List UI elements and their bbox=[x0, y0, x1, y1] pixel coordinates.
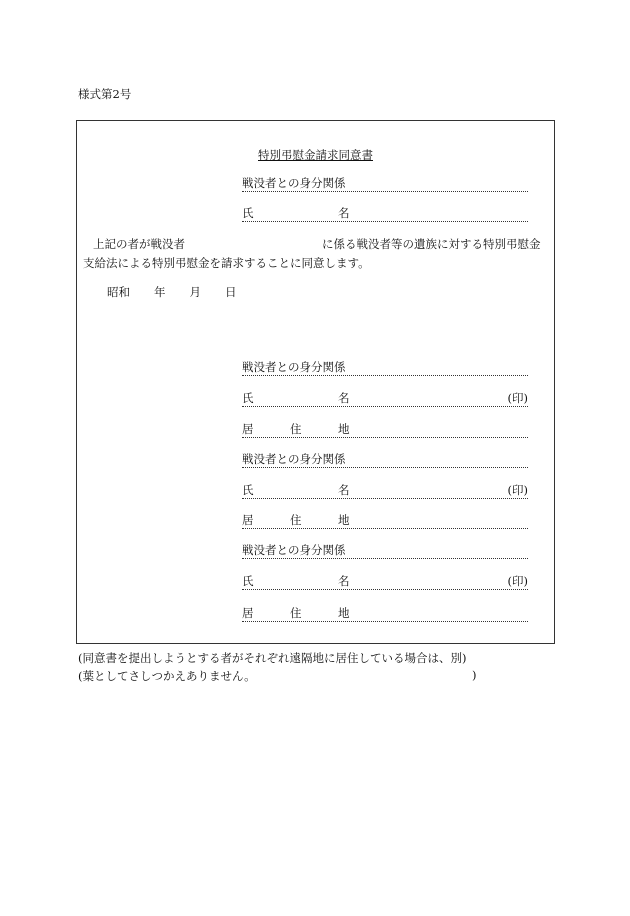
consenter-1-name-field[interactable] bbox=[242, 390, 528, 407]
relation-field[interactable] bbox=[242, 175, 528, 192]
date-era: 昭和 bbox=[107, 285, 130, 299]
name-label-first: 氏 bbox=[242, 483, 254, 497]
form-title: 特別弔慰金請求同意書 bbox=[258, 148, 373, 162]
name-label-first: 氏 bbox=[242, 391, 254, 405]
name-label-first: 氏 bbox=[242, 574, 254, 588]
consenter-1-address-field[interactable] bbox=[242, 421, 528, 438]
footnote-line-2: (葉としてさしつかえありません。 bbox=[78, 669, 256, 683]
seal-mark: (印) bbox=[507, 483, 528, 497]
statement-line-2: 支給法による特別弔慰金を請求することに同意します。 bbox=[83, 256, 370, 270]
name-label-first: 氏 bbox=[242, 206, 254, 220]
address-label-2: 住 bbox=[290, 513, 302, 527]
form-number: 様式第2号 bbox=[78, 87, 132, 101]
statement-line-1 bbox=[93, 236, 541, 252]
consenter-2-name-field[interactable] bbox=[242, 482, 528, 499]
statement-part-2: に係る戦没者等の遺族に対する特別弔慰金 bbox=[322, 237, 541, 251]
seal-mark: (印) bbox=[507, 391, 528, 405]
seal-mark: (印) bbox=[507, 574, 528, 588]
date-month: 月 bbox=[189, 285, 201, 299]
relation-label: 戦没者との身分関係 bbox=[242, 543, 346, 557]
statement-part-1: 上記の者が戦没者 bbox=[93, 237, 185, 251]
relation-label: 戦没者との身分関係 bbox=[242, 176, 346, 190]
address-label-3: 地 bbox=[338, 606, 350, 620]
relation-label: 戦没者との身分関係 bbox=[242, 360, 346, 374]
consenter-1-relation-field[interactable] bbox=[242, 359, 528, 376]
address-label-1: 居 bbox=[242, 422, 254, 436]
name-label-second: 名 bbox=[338, 574, 350, 588]
address-label-3: 地 bbox=[338, 422, 350, 436]
address-label-3: 地 bbox=[338, 513, 350, 527]
date-day: 日 bbox=[225, 285, 237, 299]
footnote-line-2-close: ) bbox=[472, 668, 477, 682]
consenter-3-address-field[interactable] bbox=[242, 605, 528, 622]
consenter-3-name-field[interactable] bbox=[242, 573, 528, 590]
consenter-2-relation-field[interactable] bbox=[242, 451, 528, 468]
name-field[interactable] bbox=[242, 205, 528, 222]
date-line bbox=[107, 284, 261, 300]
consent-form-frame bbox=[76, 120, 555, 644]
address-label-1: 居 bbox=[242, 606, 254, 620]
name-label-second: 名 bbox=[338, 391, 350, 405]
address-label-2: 住 bbox=[290, 422, 302, 436]
name-label-second: 名 bbox=[338, 206, 350, 220]
address-label-2: 住 bbox=[290, 606, 302, 620]
address-label-1: 居 bbox=[242, 513, 254, 527]
consenter-3-relation-field[interactable] bbox=[242, 542, 528, 559]
relation-label: 戦没者との身分関係 bbox=[242, 452, 346, 466]
footnote-line-1: (同意書を提出しようとする者がそれぞれ遠隔地に居住している場合は、別) bbox=[78, 651, 467, 665]
consenter-2-address-field[interactable] bbox=[242, 512, 528, 529]
name-label-second: 名 bbox=[338, 483, 350, 497]
date-year: 年 bbox=[154, 285, 166, 299]
